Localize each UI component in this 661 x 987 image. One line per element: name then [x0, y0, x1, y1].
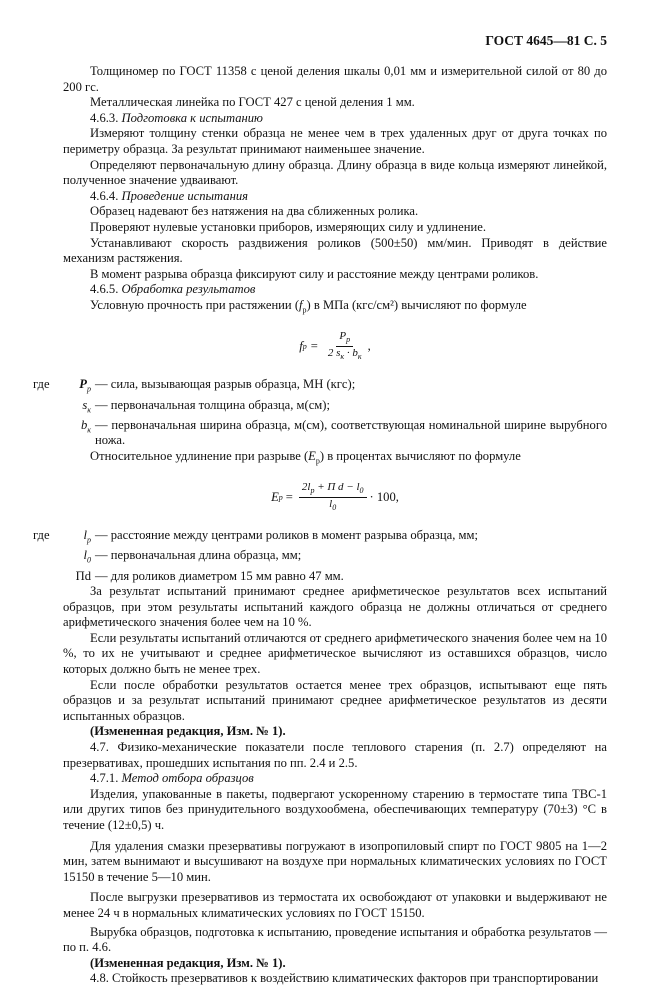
symbol: Пd [75, 568, 91, 583]
symbol: f [299, 297, 303, 312]
paragraph: Если результаты испытаний отличаются от среднего арифметического значения более чем на 10 %, то их не учитывают и среднее арифметическое вычисляют из оставшихся образцов, число которых должно быть не менее трех. [63, 630, 607, 677]
page-header: ГОСТ 4645—81 С. 5 [485, 33, 607, 48]
symbol: l [83, 528, 87, 543]
den-symbol: 2 s [327, 347, 341, 360]
where-symbol [63, 377, 95, 397]
where-definition: — для роликов диаметром 15 мм равно 47 мм. [95, 568, 344, 583]
symbol: P [79, 377, 87, 392]
where-symbol [63, 418, 95, 449]
section-title: Метод отбора образцов [121, 771, 254, 786]
formula-tail: , [367, 338, 371, 353]
paragraph: После выгрузки презервативов из термостата их освобождают от упаковки и выдерживают не менее 24 ч в нормальных климатических условиях по ГОСТ 15150. [63, 890, 607, 920]
section-number: 4.7.1. [90, 771, 119, 786]
amendment-note: (Измененная редакция, Изм. № 1). [90, 724, 286, 739]
symbol-sub: 0 [87, 555, 91, 565]
paragraph: В момент разрыва образца фиксируют силу и расстояние между центрами роликов. [90, 266, 539, 281]
symbol: s [82, 397, 88, 412]
symbol: E [308, 448, 316, 463]
section-heading [63, 189, 607, 205]
section-number: 4.6.4. [90, 188, 119, 203]
section-heading [63, 111, 607, 127]
paragraph [63, 449, 607, 469]
where-symbol [63, 548, 95, 568]
num-symbol: + П d − l [314, 480, 360, 493]
paragraph: Изделия, упакованные в пакеты, подвергают ускоренному старению в термостате типа ТВС-1 или других типов без принудительного воздухообмена, обеспечивающих температуру (70±3) °С в течение (12±0,5) ч. [63, 786, 607, 832]
where-symbol [63, 569, 95, 585]
paragraph: Измеряют толщину стенки образца не менее чем в трех удаленных друг от друга точках по периметру образца. За результат принимают наименьшее значение. [63, 126, 607, 156]
section-number: 4.6.5. [90, 282, 119, 297]
formula-lhs: E [271, 489, 279, 504]
section-number: 4.6.3. [90, 110, 119, 125]
section-heading [63, 282, 607, 298]
numerator [299, 481, 367, 498]
where-definition: — первоначальная ширина образца, м(см), соответствующая номинальной ширине вырубного ножа. [95, 417, 607, 448]
equals-sign: = [285, 489, 293, 504]
denominator [325, 347, 365, 363]
num-symbol: 2l [301, 480, 311, 493]
paragraph: Образец надевают без натяжения на два сближенных ролика. [90, 204, 419, 219]
equals-sign: = [310, 338, 318, 353]
section-title: Обработка результатов [121, 282, 256, 297]
paragraph: Толщиномер по ГОСТ 11358 с ценой деления шкалы 0,01 мм и измерительной силой от 80 до 200 гс. [63, 64, 607, 94]
den-sub: к [357, 352, 362, 362]
where-definition: — сила, вызывающая разрыв образца, МН (кгс); [95, 377, 356, 392]
den-sub: 0 [332, 503, 337, 513]
paragraph: Вырубка образцов, подготовка к испытанию, проведение испытания и обработка результатов — по п. 4.6. [63, 924, 607, 955]
symbol-sub: к [87, 405, 91, 415]
paragraph: Для удаления смазки презервативы погружают в изопропиловый спирт по ГОСТ 9805 на 1—2 мин, затем вынимают и высушивают на воздухе при нормальных климатических условиях по ГОСТ 15150 в течение 5—10 мин. [63, 838, 607, 884]
where-symbol [63, 398, 95, 418]
where-definition: — первоначальная толщина образца, м(см); [95, 397, 330, 412]
formula-sub: p [278, 492, 283, 502]
text: Относительное удлинение при разрыве ( [90, 448, 309, 463]
document-body [33, 64, 607, 987]
paragraph: Если после обработки результатов остается менее трех образцов, испытывают еще пять образцов и за результат испытаний принимают среднее арифметическое результатов из десяти испытанных образцов. [63, 677, 607, 723]
text: Условную прочность при растяжении ( [90, 297, 300, 312]
paragraph: Проверяют нулевые установки приборов, измеряющих силу и удлинение. [90, 219, 486, 234]
symbol: b [80, 417, 88, 432]
formula-tail: · 100, [369, 489, 399, 504]
paragraph: 4.7. Физико-механические показатели после теплового старения (п. 2.7) определяют на презервативах, прошедших испытания по пп. 2.4 и 2.5. [63, 740, 607, 770]
where-list-2 [33, 528, 607, 584]
fraction [325, 330, 365, 363]
num-sub: p [310, 486, 315, 496]
paragraph: За результат испытаний принимают среднее арифметическое результатов всех испытаний образцов, при этом результаты испытаний каждого образца не должны отличаться от среднего арифметического значения более чем на 10 %. [63, 584, 607, 630]
den-symbol: l [329, 498, 333, 511]
text: ) в процентах вычисляют по формуле [319, 448, 521, 463]
where-definition: — первоначальная длина образца, мм; [95, 548, 302, 563]
num-sub: 0 [359, 486, 364, 496]
num-symbol: P [339, 330, 347, 343]
symbol-sub: p [87, 535, 91, 545]
num-sub: p [346, 335, 351, 345]
paragraph: Металлическая линейка по ГОСТ 427 с ценой деления 1 мм. [90, 95, 415, 110]
paragraph: 4.8. Стойкость презервативов к воздействию климатических факторов при транспортировании [90, 971, 599, 986]
numerator [336, 330, 353, 347]
den-symbol: · b [344, 347, 358, 360]
where-word: где [33, 377, 50, 392]
amendment-note: (Измененная редакция, Изм. № 1). [90, 955, 286, 970]
symbol-sub: p [302, 305, 307, 315]
fraction [299, 481, 367, 514]
section-title: Подготовка к испытанию [121, 110, 263, 125]
paragraph: Определяют первоначальную длину образца. Длину образца в виде кольца измеряют линейкой, полученное значение удваивают. [63, 157, 607, 188]
section-heading [63, 771, 607, 787]
symbol: l [83, 548, 87, 563]
where-symbol [63, 528, 95, 548]
text: ) в МПа (кгс/см²) вычисляют по формуле [306, 297, 527, 312]
formula-tensile-strength [63, 330, 607, 363]
section-title: Проведение испытания [121, 188, 248, 203]
symbol-sub: p [315, 456, 320, 466]
where-word: где [33, 528, 50, 543]
symbol-sub: к [87, 425, 91, 435]
denominator [326, 498, 339, 514]
formula-lhs: f [299, 338, 303, 353]
formula-sub: p [302, 341, 307, 351]
where-definition: — расстояние между центрами роликов в момент разрыва образца, мм; [95, 528, 478, 543]
symbol-sub: p [87, 384, 91, 394]
paragraph: Устанавливают скорость раздвижения роликов (500±50) мм/мин. Приводят в действие механизм растяжения. [63, 235, 607, 266]
formula-elongation [63, 481, 607, 514]
den-sub: к [340, 352, 345, 362]
where-list-1 [33, 377, 607, 448]
paragraph [63, 298, 607, 318]
